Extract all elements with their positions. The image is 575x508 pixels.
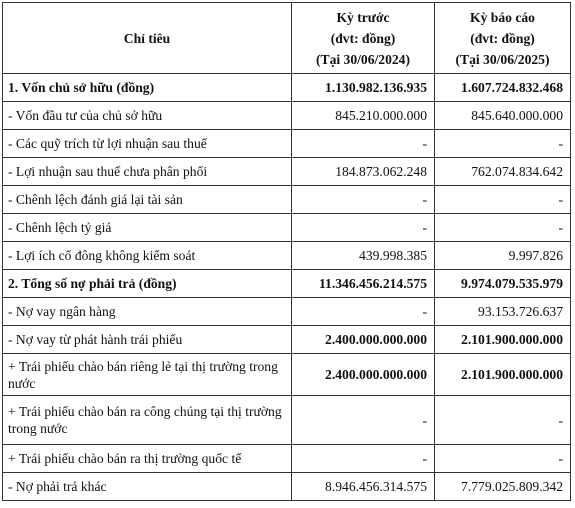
table-row-liabilities	[3, 270, 571, 298]
row-curr-value: 9.997.826	[435, 242, 571, 270]
row-label: - Vốn đầu tư của chủ sở hữu	[3, 102, 292, 130]
row-label: + Trái phiếu chào bán ra công chúng tại thị trường trong nước	[3, 396, 292, 445]
row-label: 2. Tổng số nợ phải trả (đồng)	[3, 270, 292, 298]
row-label: - Lợi ích cổ đông không kiểm soát	[3, 242, 292, 270]
row-label: 1. Vốn chủ sở hữu (đồng)	[3, 74, 292, 102]
row-prev-value: -	[292, 186, 435, 214]
table-row	[3, 158, 571, 186]
table-row	[3, 130, 571, 158]
header-indicator: Chỉ tiêu	[3, 3, 292, 74]
row-curr-value: 93.153.726.637	[435, 298, 571, 326]
row-prev-value: -	[292, 396, 435, 445]
row-prev-value: -	[292, 130, 435, 158]
table-row	[3, 354, 571, 396]
row-label: - Nợ vay từ phát hành trái phiếu	[3, 326, 292, 354]
table-row	[3, 186, 571, 214]
row-prev-value: 439.998.385	[292, 242, 435, 270]
row-label: - Lợi nhuận sau thuế chưa phân phối	[3, 158, 292, 186]
row-label: - Nợ vay ngân hàng	[3, 298, 292, 326]
row-prev-value: 184.873.062.248	[292, 158, 435, 186]
row-curr-value: -	[435, 445, 571, 473]
table-row-equity	[3, 74, 571, 102]
header-prev-period: Kỳ trước (đvt: đồng) (Tại 30/06/2024)	[292, 3, 435, 74]
table-row	[3, 298, 571, 326]
row-curr-value: 7.779.025.809.342	[435, 473, 571, 501]
financial-table	[2, 2, 571, 501]
row-curr-value: -	[435, 130, 571, 158]
row-curr-value: -	[435, 396, 571, 445]
row-prev-value: 845.210.000.000	[292, 102, 435, 130]
row-label: + Trái phiếu chào bán riêng lẻ tại thị trường trong nước	[3, 354, 292, 396]
row-prev-value: 2.400.000.000.000	[292, 354, 435, 396]
row-curr-value: -	[435, 214, 571, 242]
table-row	[3, 326, 571, 354]
row-curr-value: 845.640.000.000	[435, 102, 571, 130]
row-prev-value: 11.346.456.214.575	[292, 270, 435, 298]
row-curr-value: 1.607.724.832.468	[435, 74, 571, 102]
table-row	[3, 242, 571, 270]
row-prev-value: -	[292, 214, 435, 242]
row-curr-value: 9.974.079.535.979	[435, 270, 571, 298]
row-label: - Chênh lệch đánh giá lại tài sản	[3, 186, 292, 214]
row-curr-value: 2.101.900.000.000	[435, 354, 571, 396]
row-prev-value: 2.400.000.000.000	[292, 326, 435, 354]
header-report-period: Kỳ báo cáo (đvt: đồng) (Tại 30/06/2025)	[435, 3, 571, 74]
table-row	[3, 102, 571, 130]
table-header-row	[3, 3, 571, 74]
row-label: - Chênh lệch tỷ giá	[3, 214, 292, 242]
row-prev-value: -	[292, 298, 435, 326]
row-label: + Trái phiếu chào bán ra thị trường quốc tế	[3, 445, 292, 473]
row-label: - Nợ phải trả khác	[3, 473, 292, 501]
row-curr-value: 762.074.834.642	[435, 158, 571, 186]
row-prev-value: -	[292, 445, 435, 473]
row-label: - Các quỹ trích từ lợi nhuận sau thuế	[3, 130, 292, 158]
table-row	[3, 473, 571, 501]
row-curr-value: 2.101.900.000.000	[435, 326, 571, 354]
table-row	[3, 445, 571, 473]
row-prev-value: 8.946.456.314.575	[292, 473, 435, 501]
row-curr-value: -	[435, 186, 571, 214]
table-row	[3, 214, 571, 242]
table-row	[3, 396, 571, 445]
row-prev-value: 1.130.982.136.935	[292, 74, 435, 102]
